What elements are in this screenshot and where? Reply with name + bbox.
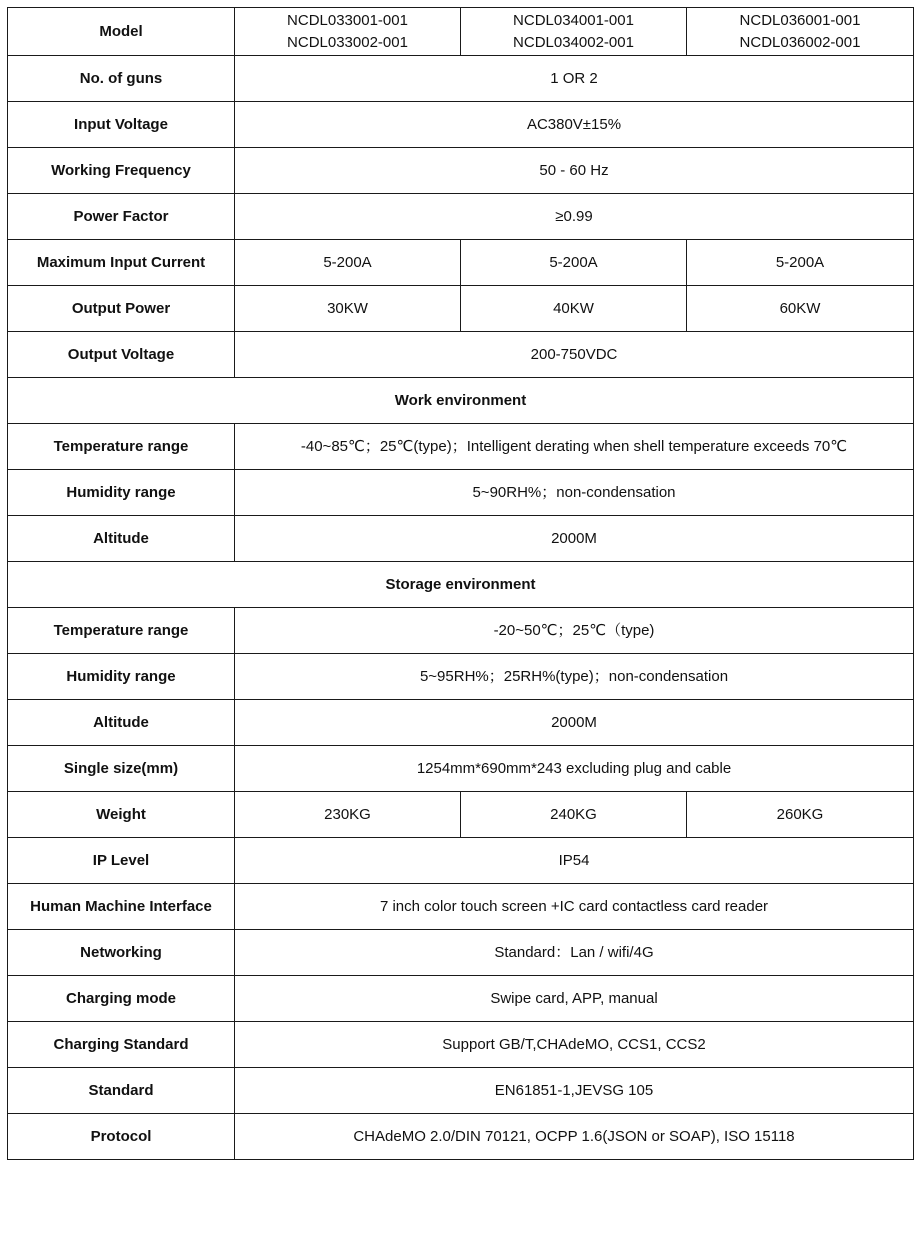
row-charging-mode [8, 976, 914, 1022]
model-code: NCDL036001-001 [739, 11, 861, 29]
value-weight: 260KG [687, 792, 914, 838]
value-ip-level: IP54 [235, 838, 914, 884]
model-code: NCDL036002-001 [739, 33, 861, 51]
model-cell [235, 8, 461, 56]
row-work-temperature [8, 424, 914, 470]
value-charging-standard: Support GB/T,CHAdeMO, CCS1, CCS2 [235, 1022, 914, 1068]
row-work-environment [8, 378, 914, 424]
row-hmi [8, 884, 914, 930]
label-networking: Networking [8, 930, 235, 976]
label-working-frequency: Working Frequency [8, 148, 235, 194]
value-working-frequency: 50 - 60 Hz [235, 148, 914, 194]
model-code: NCDL034001-001 [513, 11, 634, 29]
value-protocol: CHAdeMO 2.0/DIN 70121, OCPP 1.6(JSON or SOAP), ISO 15118 [235, 1114, 914, 1160]
row-protocol [8, 1114, 914, 1160]
value-guns: 1 OR 2 [235, 56, 914, 102]
row-working-frequency [8, 148, 914, 194]
value-output-power: 40KW [461, 286, 687, 332]
value-output-voltage: 200-750VDC [235, 332, 914, 378]
row-weight [8, 792, 914, 838]
label-storage-humidity: Humidity range [8, 654, 235, 700]
label-storage-temperature: Temperature range [8, 608, 235, 654]
row-power-factor [8, 194, 914, 240]
row-work-altitude [8, 516, 914, 562]
value-single-size: 1254mm*690mm*243 excluding plug and cable [235, 746, 914, 792]
label-work-altitude: Altitude [8, 516, 235, 562]
value-output-power: 30KW [235, 286, 461, 332]
label-charging-standard: Charging Standard [8, 1022, 235, 1068]
label-ip-level: IP Level [8, 838, 235, 884]
label-standard: Standard [8, 1068, 235, 1114]
value-work-humidity: 5~90RH%；non-condensation [235, 470, 914, 516]
label-max-input-current: Maximum Input Current [8, 240, 235, 286]
model-code: NCDL034002-001 [513, 33, 634, 51]
value-max-input-current: 5-200A [687, 240, 914, 286]
row-charging-standard [8, 1022, 914, 1068]
value-standard: EN61851-1,JEVSG 105 [235, 1068, 914, 1114]
value-max-input-current: 5-200A [235, 240, 461, 286]
label-charging-mode: Charging mode [8, 976, 235, 1022]
label-protocol: Protocol [8, 1114, 235, 1160]
row-storage-environment [8, 562, 914, 608]
value-storage-altitude: 2000M [235, 700, 914, 746]
row-model [8, 8, 914, 56]
spec-table [7, 7, 914, 1160]
value-max-input-current: 5-200A [461, 240, 687, 286]
value-charging-mode: Swipe card, APP, manual [235, 976, 914, 1022]
model-cell [461, 8, 687, 56]
label-output-voltage: Output Voltage [8, 332, 235, 378]
row-storage-humidity [8, 654, 914, 700]
value-output-power: 60KW [687, 286, 914, 332]
section-storage-environment: Storage environment [8, 562, 914, 608]
row-storage-altitude [8, 700, 914, 746]
value-storage-temperature: -20~50℃；25℃（type) [235, 608, 914, 654]
row-output-power [8, 286, 914, 332]
model-code: NCDL033001-001 [287, 11, 408, 29]
value-work-altitude: 2000M [235, 516, 914, 562]
label-input-voltage: Input Voltage [8, 102, 235, 148]
value-input-voltage: AC380V±15% [235, 102, 914, 148]
label-model: Model [8, 8, 235, 56]
label-weight: Weight [8, 792, 235, 838]
row-standard [8, 1068, 914, 1114]
label-work-humidity: Humidity range [8, 470, 235, 516]
row-input-voltage [8, 102, 914, 148]
label-guns: No. of guns [8, 56, 235, 102]
model-cell [687, 8, 914, 56]
row-networking [8, 930, 914, 976]
value-work-temperature: -40~85℃；25℃(type)；Intelligent derating when shell temperature exceeds 70℃ [235, 424, 914, 470]
label-work-temperature: Temperature range [8, 424, 235, 470]
row-storage-temperature [8, 608, 914, 654]
row-max-input-current [8, 240, 914, 286]
spec-sheet [7, 7, 913, 1160]
row-single-size [8, 746, 914, 792]
row-work-humidity [8, 470, 914, 516]
model-code: NCDL033002-001 [287, 33, 408, 51]
value-networking: Standard：Lan / wifi/4G [235, 930, 914, 976]
value-hmi: 7 inch color touch screen +IC card contactless card reader [235, 884, 914, 930]
label-output-power: Output Power [8, 286, 235, 332]
label-storage-altitude: Altitude [8, 700, 235, 746]
section-work-environment: Work environment [8, 378, 914, 424]
label-hmi: Human Machine Interface [8, 884, 235, 930]
value-power-factor: ≥0.99 [235, 194, 914, 240]
row-ip-level [8, 838, 914, 884]
value-weight: 230KG [235, 792, 461, 838]
value-weight: 240KG [461, 792, 687, 838]
value-storage-humidity: 5~95RH%；25RH%(type)；non-condensation [235, 654, 914, 700]
row-output-voltage [8, 332, 914, 378]
label-power-factor: Power Factor [8, 194, 235, 240]
label-single-size: Single size(mm) [8, 746, 235, 792]
row-guns [8, 56, 914, 102]
